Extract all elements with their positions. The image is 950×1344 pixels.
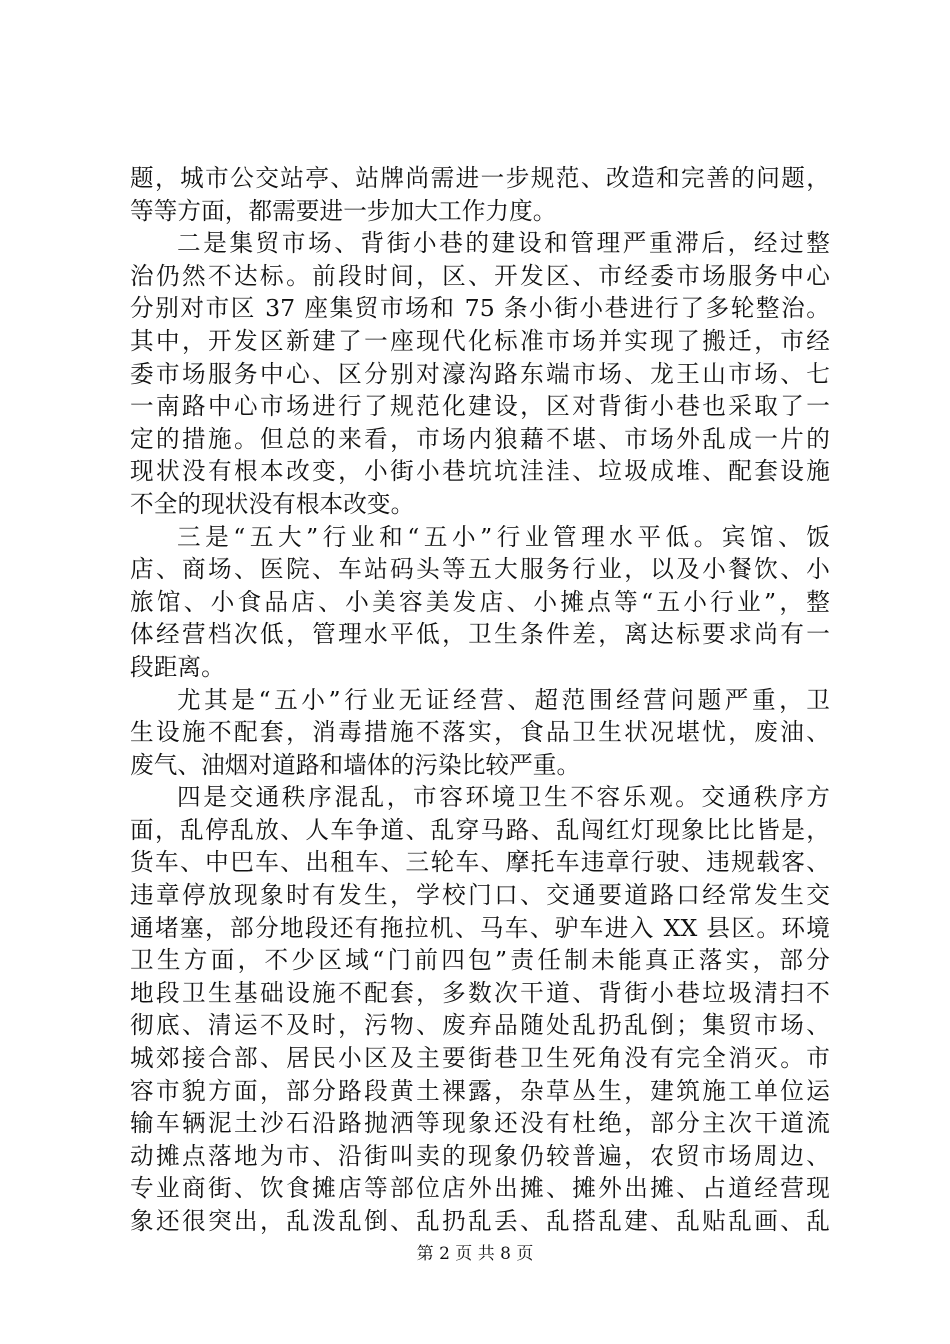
text-line: 体经营档次低，管理水平低，卫生条件差，离达标要求尚有一 xyxy=(130,620,830,649)
text-line: 店、商场、医院、车站码头等五大服务行业，以及小餐饮、小 xyxy=(130,555,830,584)
text-line: 委市场服务中心、区分别对濠沟路东端市场、龙王山市场、七 xyxy=(130,359,830,388)
text-line: 废气、油烟对道路和墙体的污染比较严重。 xyxy=(130,750,581,779)
text-line: 分别对市区 37 座集贸市场和 75 条小街小巷进行了多轮整治。 xyxy=(130,294,830,323)
text-line: 面，乱停乱放、人车争道、乱穿马路、乱闯红灯现象比比皆是， xyxy=(130,815,830,844)
paragraph-start-line: 二是集贸市场、背街小巷的建设和管理严重滞后，经过整 xyxy=(177,229,830,258)
text-line: 专业商街、饮食摊店等部位店外出摊、摊外出摊、占道经营现 xyxy=(130,1174,830,1203)
text-line: 通堵塞，部分地段还有拖拉机、马车、驴车进入 XX 县区。环境 xyxy=(130,913,830,942)
text-line: 违章停放现象时有发生，学校门口、交通要道路口经常发生交 xyxy=(130,881,830,910)
text-line: 输车辆泥土沙石沿路抛洒等现象还没有杜绝，部分主次干道流 xyxy=(130,1109,830,1138)
text-line: 象还很突出，乱泼乱倒、乱扔乱丢、乱搭乱建、乱贴乱画、乱 xyxy=(130,1207,830,1235)
text-line: 卫生方面，不少区域“门前四包”责任制未能真正落实，部分 xyxy=(130,946,830,975)
text-line: 彻底、清运不及时，污物、废弃品随处乱扔乱倒；集贸市场、 xyxy=(130,1011,830,1040)
text-line: 一南路中心市场进行了规范化建设，区对背街小巷也采取了一 xyxy=(130,392,830,421)
text-line: 治仍然不达标。前段时间，区、开发区、市经委市场服务中心 xyxy=(130,261,830,290)
text-line: 其中，开发区新建了一座现代化标准市场并实现了搬迁，市经 xyxy=(130,326,830,355)
paragraph-start-line: 尤其是“五小”行业无证经营、超范围经营问题严重，卫 xyxy=(177,685,830,714)
text-line: 不全的现状没有根本改变。 xyxy=(130,489,415,518)
paragraph-start-line: 三是“五大”行业和“五小”行业管理水平低。宾馆、饭 xyxy=(177,522,830,551)
text-line: 动摊点落地为市、沿街叫卖的现象仍较普遍，农贸市场周边、 xyxy=(130,1141,830,1170)
text-line: 现状没有根本改变，小街小巷坑坑洼洼、垃圾成堆、配套设施 xyxy=(130,457,830,486)
text-line: 货车、中巴车、出租车、三轮车、摩托车违章行驶、违规载客、 xyxy=(130,848,830,877)
text-line: 城郊接合部、居民小区及主要街巷卫生死角没有完全消灭。市 xyxy=(130,1044,830,1073)
paragraph-start-line: 四是交通秩序混乱，市容环境卫生不容乐观。交通秩序方 xyxy=(177,783,830,812)
page-number-footer: 第 2 页 共 8 页 xyxy=(416,1244,534,1264)
text-line: 生设施不配套，消毒措施不落实，食品卫生状况堪忧，废油、 xyxy=(130,718,830,747)
text-line: 等等方面，都需要进一步加大工作力度。 xyxy=(130,196,557,225)
document-body xyxy=(130,162,830,1238)
text-line: 地段卫生基础设施不配套，多数次干道、背街小巷垃圾清扫不 xyxy=(130,978,830,1007)
text-line: 容市貌方面，部分路段黄土裸露，杂草丛生，建筑施工单位运 xyxy=(130,1076,830,1105)
text-line: 定的措施。但总的来看，市场内狼藉不堪、市场外乱成一片的 xyxy=(130,424,830,453)
text-line: 题，城市公交站亭、站牌尚需进一步规范、改造和完善的问题， xyxy=(130,164,830,192)
text-line: 旅馆、小食品店、小美容美发店、小摊点等“五小行业”，整 xyxy=(130,587,830,616)
text-line: 段距离。 xyxy=(130,652,225,681)
